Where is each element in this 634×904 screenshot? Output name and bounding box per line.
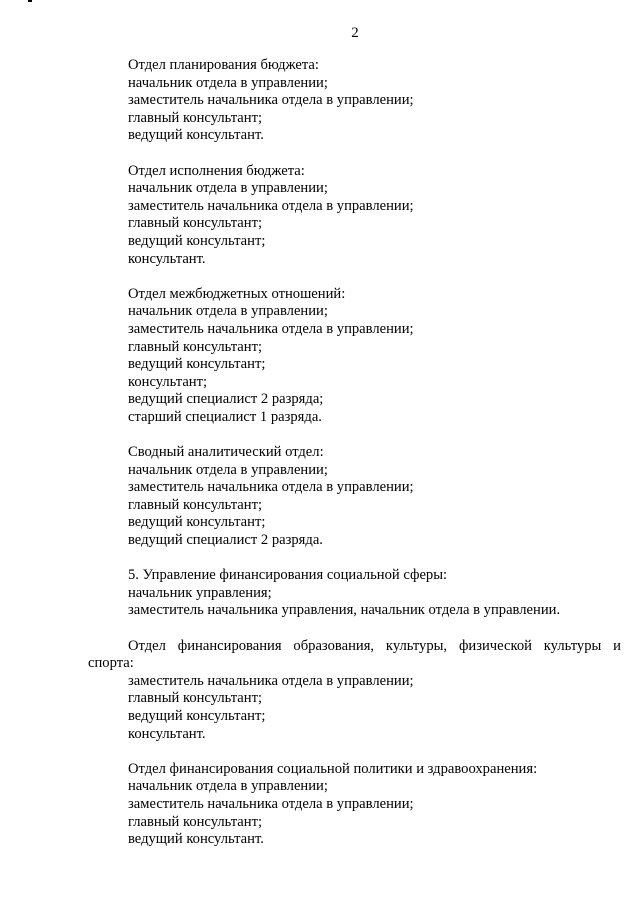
- section-heading: Отдел межбюджетных отношений:: [128, 285, 346, 302]
- document-body: [88, 57, 621, 866]
- section-budget-execution: [88, 163, 621, 269]
- position-line: главный консультант;: [128, 690, 263, 707]
- section-education-culture-sport: [88, 638, 621, 744]
- section-analytical: [88, 444, 621, 550]
- section-heading: Отдел планирования бюджета:: [128, 57, 319, 73]
- position-line: заместитель начальника отдела в управлении;: [128, 479, 414, 496]
- position-line: заместитель начальника отдела в управлении;: [128, 672, 414, 689]
- position-line: главный консультант;: [128, 496, 263, 513]
- position-line: заместитель начальника отдела в управлении;: [128, 320, 414, 337]
- section-heading: Отдел финансирования социальной политики и здравоохранения:: [128, 760, 538, 777]
- position-line: ведущий консультант;: [128, 356, 266, 373]
- position-line: заместитель начальника отдела в управлении;: [128, 92, 414, 109]
- section-heading: Отдел исполнения бюджета:: [128, 162, 305, 179]
- page-number: 2: [351, 25, 359, 41]
- position-line: главный консультант;: [128, 109, 263, 126]
- section-heading: Отдел финансирования образования, культуры, физической культуры и спорта:: [88, 637, 621, 672]
- section-heading: 5. Управление финансирования социальной сферы:: [128, 567, 448, 584]
- scan-mark: [28, 0, 32, 2]
- position-line: консультант.: [128, 725, 206, 742]
- section-interbudget-relations: [88, 286, 621, 427]
- position-line: заместитель начальника отдела в управлении;: [128, 795, 414, 812]
- position-line: ведущий специалист 2 разряда.: [128, 532, 323, 549]
- position-line: ведущий консультант;: [128, 707, 266, 724]
- position-line: начальник отдела в управлении;: [128, 461, 328, 478]
- position-line: начальник управления;: [128, 584, 272, 601]
- section-social-sphere-department: [88, 567, 621, 620]
- position-line: заместитель начальника отдела в управлении;: [128, 197, 414, 214]
- position-line: консультант;: [128, 373, 208, 390]
- position-line: начальник отдела в управлении;: [128, 778, 328, 795]
- section-heading: Сводный аналитический отдел:: [128, 444, 324, 461]
- position-line: ведущий консультант.: [128, 127, 264, 144]
- position-line: старший специалист 1 разряда.: [128, 408, 322, 425]
- position-line: ведущий консультант.: [128, 831, 264, 848]
- position-line: главный консультант;: [128, 338, 263, 355]
- position-line: начальник отдела в управлении;: [128, 74, 328, 91]
- position-line: ведущий консультант;: [128, 232, 266, 249]
- section-social-policy-healthcare: [88, 761, 621, 849]
- position-line: главный консультант;: [128, 215, 263, 232]
- position-line: ведущий специалист 2 разряда;: [128, 391, 324, 408]
- position-line: начальник отдела в управлении;: [128, 303, 328, 320]
- position-line: ведущий консультант;: [128, 514, 266, 531]
- position-line: начальник отдела в управлении;: [128, 180, 328, 197]
- position-line: консультант.: [128, 250, 206, 267]
- position-line: главный консультант;: [128, 813, 263, 830]
- position-line: заместитель начальника управления, начальник отдела в управлении.: [128, 602, 561, 619]
- section-budget-planning: [88, 57, 621, 145]
